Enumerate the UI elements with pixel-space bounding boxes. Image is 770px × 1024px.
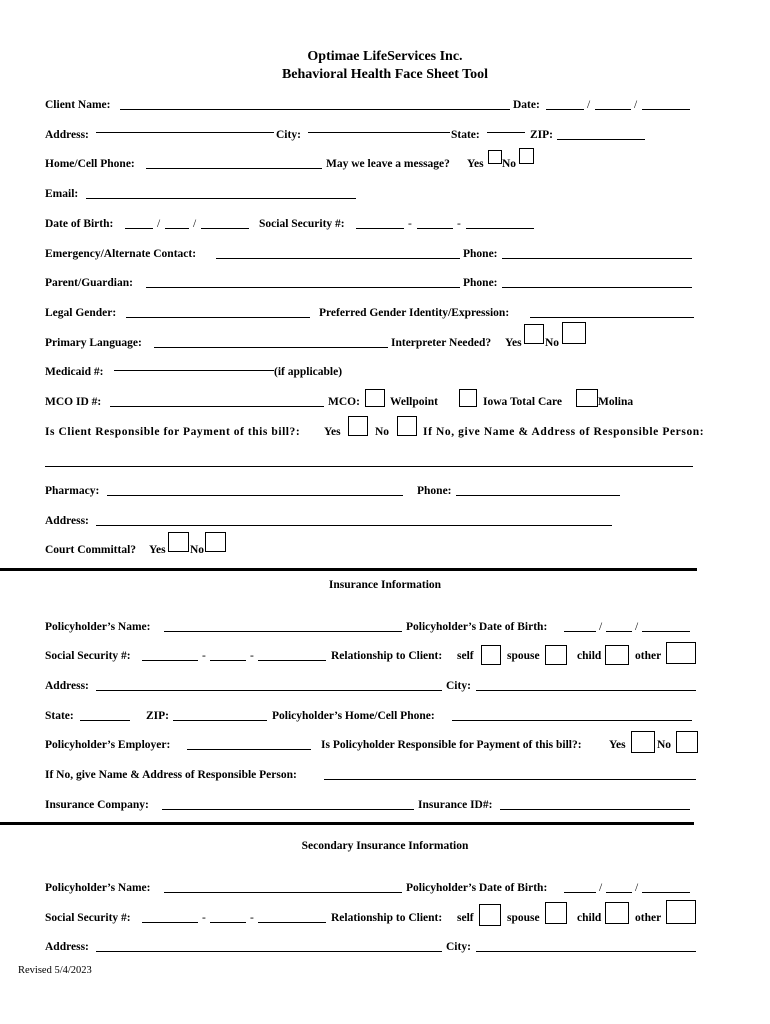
pharmacy-phone-label: Phone: (417, 485, 452, 497)
mco-iowa-checkbox[interactable] (459, 389, 477, 407)
date-label: Date: (513, 99, 540, 111)
date-day-field[interactable] (595, 109, 631, 110)
responsible-person-field[interactable] (45, 466, 693, 467)
ins-dob-month-field[interactable] (564, 631, 596, 632)
pharmacy-phone-field[interactable] (456, 495, 620, 496)
sec-rel-child-label: child (577, 912, 602, 924)
ins-responsible-person-field[interactable] (324, 779, 696, 780)
sec-holder-name-label: Policyholder’s Name: (45, 882, 151, 894)
city-label: City: (276, 129, 301, 141)
ins-holder-name-field[interactable] (164, 631, 402, 632)
mco-id-field[interactable] (110, 406, 324, 407)
company-name: Optimae LifeServices Inc. (307, 49, 463, 64)
interpreter-no-label: No (545, 337, 560, 349)
ins-holder-yes-checkbox[interactable] (631, 731, 655, 753)
date-slash: / (634, 99, 638, 111)
ins-rel-child-label: child (577, 650, 602, 662)
sec-dob-slash: / (635, 882, 639, 894)
sec-ssn-part3-field[interactable] (258, 922, 326, 923)
sec-holder-name-field[interactable] (164, 892, 402, 893)
dob-month-field[interactable] (125, 228, 153, 229)
emergency-phone-field[interactable] (502, 258, 692, 259)
sec-dob-day-field[interactable] (606, 892, 632, 893)
mco-label: MCO: (328, 396, 360, 408)
emergency-field[interactable] (216, 258, 460, 259)
court-no-checkbox[interactable] (205, 532, 226, 552)
sec-ssn-dash: - (250, 912, 254, 924)
ins-city-field[interactable] (476, 690, 696, 691)
email-label: Email: (45, 188, 79, 200)
ins-holder-no-checkbox[interactable] (676, 731, 698, 753)
court-yes-checkbox[interactable] (168, 532, 189, 552)
ins-ssn-part1-field[interactable] (142, 660, 198, 661)
message-label: May we leave a message? (326, 158, 450, 170)
ins-rel-other-checkbox[interactable] (666, 642, 696, 664)
responsible-no-note: If No, give Name & Address of Responsible Person: (423, 426, 705, 438)
date-year-field[interactable] (642, 109, 690, 110)
ins-employer-field[interactable] (187, 749, 311, 750)
court-label: Court Committal? (45, 544, 137, 556)
address-field[interactable] (96, 132, 274, 133)
sec-relationship-label: Relationship to Client: (331, 912, 443, 924)
dob-year-field[interactable] (201, 228, 249, 229)
ssn-dash: - (457, 218, 461, 230)
sec-rel-other-checkbox[interactable] (666, 900, 696, 924)
dob-label: Date of Birth: (45, 218, 114, 230)
interpreter-yes-label: Yes (505, 337, 522, 349)
state-field[interactable] (487, 132, 525, 133)
client-name-field[interactable] (120, 109, 510, 110)
ins-rel-self-label: self (457, 650, 474, 662)
client-name-label: Client Name: (45, 99, 111, 111)
sec-rel-spouse-label: spouse (507, 912, 540, 924)
ins-state-field[interactable] (80, 720, 130, 721)
mco-molina-label: Molina (598, 396, 634, 408)
responsible-yes-label: Yes (324, 426, 341, 438)
sec-ssn-dash: - (202, 912, 206, 924)
guardian-phone-label: Phone: (463, 277, 498, 289)
message-yes-checkbox[interactable] (488, 150, 502, 164)
ins-employer-label: Policyholder’s Employer: (45, 739, 171, 751)
ins-address-label: Address: (45, 680, 89, 692)
sec-dob-year-field[interactable] (642, 892, 690, 893)
state-label: State: (451, 129, 480, 141)
secondary-heading: Secondary Insurance Information (301, 840, 469, 852)
section-divider (0, 822, 694, 825)
guardian-label: Parent/Guardian: (45, 277, 133, 289)
sec-ssn-part2-field[interactable] (210, 922, 246, 923)
language-field[interactable] (154, 347, 388, 348)
insurance-heading: Insurance Information (328, 579, 442, 591)
pharmacy-address-label: Address: (45, 515, 89, 527)
ins-address-field[interactable] (96, 690, 442, 691)
sec-rel-self-label: self (457, 912, 474, 924)
ins-rel-child-checkbox[interactable] (605, 645, 629, 665)
dob-day-field[interactable] (165, 228, 189, 229)
ins-dob-slash: / (599, 621, 603, 633)
language-label: Primary Language: (45, 337, 142, 349)
medicaid-label: Medicaid #: (45, 366, 104, 378)
revised-note: Revised 5/4/2023 (18, 965, 92, 976)
ins-ssn-dash: - (202, 650, 206, 662)
mco-id-label: MCO ID #: (45, 396, 102, 408)
message-yes-label: Yes (467, 158, 484, 170)
mco-wellpoint-checkbox[interactable] (365, 389, 385, 407)
responsible-yes-checkbox[interactable] (348, 416, 368, 436)
address-label: Address: (45, 129, 89, 141)
ssn-label: Social Security #: (259, 218, 345, 230)
responsible-no-checkbox[interactable] (397, 416, 417, 436)
ins-zip-label: ZIP: (146, 710, 169, 722)
ins-dob-slash: / (635, 621, 639, 633)
interpreter-no-checkbox[interactable] (562, 322, 586, 344)
ins-responsible-person-label: If No, give Name & Address of Responsible Person: (45, 769, 297, 781)
sec-rel-spouse-checkbox[interactable] (545, 902, 567, 924)
ins-dob-year-field[interactable] (642, 631, 690, 632)
sec-city-label: City: (446, 941, 471, 953)
sec-holder-dob-label: Policyholder’s Date of Birth: (406, 882, 548, 894)
dob-slash: / (157, 218, 161, 230)
ins-company-field[interactable] (162, 809, 414, 810)
legal-gender-field[interactable] (126, 317, 310, 318)
date-slash: / (587, 99, 591, 111)
court-yes-label: Yes (149, 544, 166, 556)
message-no-label: No (502, 158, 517, 170)
mco-wellpoint-label: Wellpoint (390, 396, 438, 408)
medicaid-field[interactable] (114, 370, 274, 371)
ins-id-label: Insurance ID#: (418, 799, 493, 811)
ins-rel-spouse-checkbox[interactable] (545, 645, 567, 665)
dob-slash: / (193, 218, 197, 230)
sec-city-field[interactable] (476, 951, 696, 952)
date-month-field[interactable] (546, 109, 584, 110)
ins-dob-day-field[interactable] (606, 631, 632, 632)
ins-id-field[interactable] (500, 809, 690, 810)
ssn-part2-field[interactable] (417, 228, 453, 229)
ins-company-label: Insurance Company: (45, 799, 149, 811)
email-field[interactable] (86, 198, 356, 199)
ins-relationship-label: Relationship to Client: (331, 650, 443, 662)
sec-dob-slash: / (599, 882, 603, 894)
phone-field[interactable] (146, 168, 322, 169)
mco-iowa-label: Iowa Total Care (483, 396, 563, 408)
gender-identity-label: Preferred Gender Identity/Expression: (319, 307, 510, 319)
phone-label: Home/Cell Phone: (45, 158, 135, 170)
guardian-phone-field[interactable] (502, 287, 692, 288)
zip-label: ZIP: (530, 129, 553, 141)
pharmacy-field[interactable] (107, 495, 403, 496)
ins-holder-name-label: Policyholder’s Name: (45, 621, 151, 633)
ssn-part1-field[interactable] (356, 228, 404, 229)
pharmacy-address-field[interactable] (96, 525, 612, 526)
emergency-label: Emergency/Alternate Contact: (45, 248, 197, 260)
sec-ssn-label: Social Security #: (45, 912, 131, 924)
ins-holder-dob-label: Policyholder’s Date of Birth: (406, 621, 548, 633)
message-no-checkbox[interactable] (519, 148, 534, 164)
interpreter-label: Interpreter Needed? (391, 337, 492, 349)
emergency-phone-label: Phone: (463, 248, 498, 260)
sec-dob-month-field[interactable] (564, 892, 596, 893)
ins-holder-responsible-label: Is Policyholder Responsible for Payment of this bill?: (321, 739, 582, 751)
ins-rel-other-label: other (635, 650, 662, 662)
legal-gender-label: Legal Gender: (45, 307, 117, 319)
ins-rel-spouse-label: spouse (507, 650, 540, 662)
sec-address-label: Address: (45, 941, 89, 953)
form-title: Behavioral Health Face Sheet Tool (281, 67, 489, 82)
sec-ssn-part1-field[interactable] (142, 922, 198, 923)
responsible-label: Is Client Responsible for Payment of this bill?: (45, 426, 301, 438)
medicaid-note: (if applicable) (274, 366, 343, 378)
zip-field[interactable] (557, 139, 645, 140)
guardian-field[interactable] (146, 287, 460, 288)
responsible-no-label: No (375, 426, 390, 438)
ins-holder-yes-label: Yes (609, 739, 626, 751)
ins-state-label: State: (45, 710, 74, 722)
section-divider (0, 568, 697, 571)
sec-rel-self-checkbox[interactable] (479, 904, 501, 926)
sec-address-field[interactable] (96, 951, 442, 952)
ins-city-label: City: (446, 680, 471, 692)
ins-ssn-part3-field[interactable] (258, 660, 326, 661)
ssn-part3-field[interactable] (466, 228, 534, 229)
interpreter-yes-checkbox[interactable] (524, 324, 544, 344)
ins-zip-field[interactable] (173, 720, 267, 721)
ins-ssn-dash: - (250, 650, 254, 662)
ins-holder-phone-label: Policyholder’s Home/Cell Phone: (272, 710, 435, 722)
ins-rel-self-checkbox[interactable] (481, 645, 501, 665)
mco-molina-checkbox[interactable] (576, 389, 598, 407)
ssn-dash: - (408, 218, 412, 230)
court-no-label: No (190, 544, 205, 556)
pharmacy-label: Pharmacy: (45, 485, 100, 497)
ins-ssn-part2-field[interactable] (210, 660, 246, 661)
sec-rel-child-checkbox[interactable] (605, 902, 629, 924)
gender-identity-field[interactable] (530, 317, 694, 318)
city-field[interactable] (308, 132, 450, 133)
ins-holder-no-label: No (657, 739, 672, 751)
sec-rel-other-label: other (635, 912, 662, 924)
ins-holder-phone-field[interactable] (452, 720, 692, 721)
ins-ssn-label: Social Security #: (45, 650, 131, 662)
